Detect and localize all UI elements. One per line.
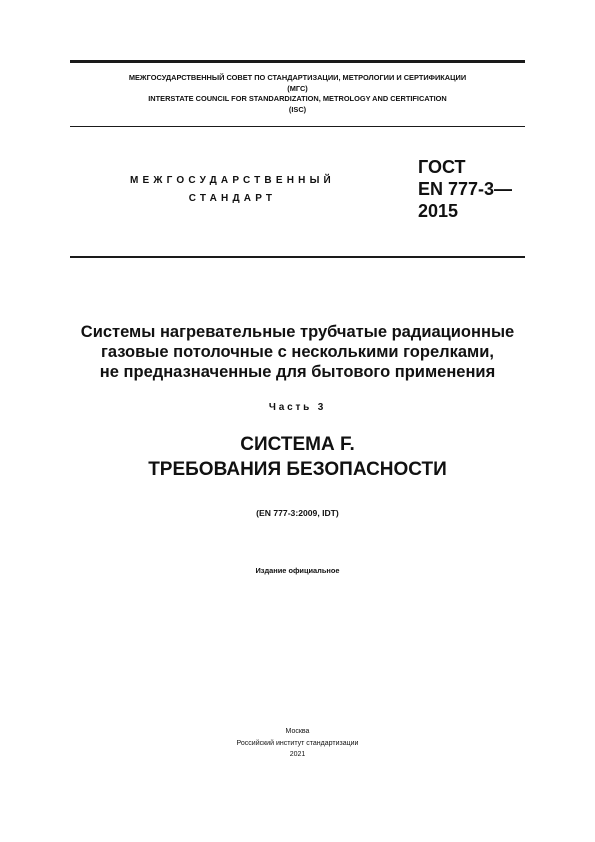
title-line3: не предназначенные для бытового применения (99, 363, 496, 381)
standard-type-line1: МЕЖГОСУДАРСТВЕННЫЙ (130, 175, 335, 186)
title-line2: газовые потолочные с несколькими горелками, (101, 343, 494, 361)
system-title-line1: СИСТЕМА F. (240, 434, 355, 455)
document-title (30, 322, 565, 382)
title-line1: Системы нагревательные трубчатые радиационные (80, 323, 515, 341)
edition-note: Издание официальное (255, 566, 340, 575)
standard-type (100, 172, 365, 208)
top-rule-thick (70, 60, 525, 63)
imprint (30, 726, 565, 761)
designation-line2: EN 777-3— (418, 179, 513, 199)
part-number: Часть 3 (268, 402, 327, 413)
council-name-en: INTERSTATE COUNCIL FOR STANDARDIZATION, METROLOGY AND CERTIFICATION (148, 94, 447, 104)
imprint-city: Москва (285, 728, 310, 735)
standard-type-line2: СТАНДАРТ (188, 193, 277, 204)
en-reference: (EN 777-3:2009, IDT) (256, 508, 339, 518)
council-name-ru: МЕЖГОСУДАРСТВЕННЫЙ СОВЕТ ПО СТАНДАРТИЗАЦИИ, МЕТРОЛОГИИ И СЕРТИФИКАЦИИ (128, 73, 467, 82)
designation-line1: ГОСТ (418, 157, 466, 177)
header-bottom-rule (70, 256, 525, 258)
system-title (30, 432, 565, 482)
council-abbr-en: (ISC) (288, 104, 307, 114)
council-rule (70, 126, 525, 127)
imprint-year: 2021 (289, 751, 306, 759)
council-abbr-ru: (МГС) (287, 83, 308, 93)
standard-designation (418, 156, 512, 222)
imprint-publisher: Российский институт стандартизации (236, 739, 359, 747)
designation-line3: 2015 (418, 201, 459, 221)
council-header (70, 73, 525, 115)
system-title-line2: ТРЕБОВАНИЯ БЕЗОПАСНОСТИ (148, 459, 447, 480)
